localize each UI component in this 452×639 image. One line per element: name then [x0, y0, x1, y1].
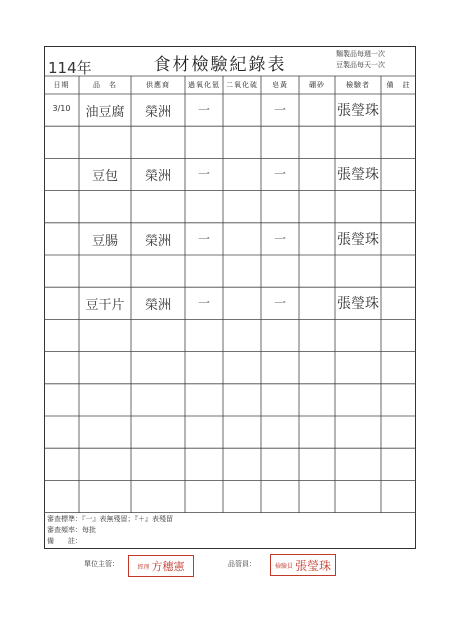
column-header: 日期 — [53, 81, 70, 89]
form-year: 114年 — [48, 59, 92, 77]
footer-frequency: 審查頻率：每批 — [47, 526, 96, 534]
form-title: 食材檢驗紀錄表 — [153, 55, 287, 75]
entry-food-name: 豆包 — [91, 169, 118, 185]
entry-inspector: 張瑩珠 — [337, 103, 379, 119]
stamp-name: 方穗憲 — [151, 560, 185, 573]
entry-inspector: 張瑩珠 — [337, 231, 379, 248]
entry-soap-yellow-result: 一 — [273, 296, 286, 311]
column-header: 檢驗者 — [346, 81, 370, 89]
column-header: 皂黃 — [272, 81, 288, 89]
entry-supplier: 榮洲 — [144, 169, 171, 185]
manager-signature-stamp — [128, 555, 194, 577]
entry-food-name: 豆腸 — [91, 233, 118, 249]
entry-food-name: 豆干片 — [85, 298, 125, 314]
entry-soap-yellow-result: 一 — [273, 231, 286, 246]
frequency-note-tofu: 豆製品每天一次 — [336, 61, 385, 69]
footer-standard: 審查標準：『一』表無殘留；『＋』表殘留 — [47, 515, 173, 523]
stamp-name: 張瑩珠 — [295, 558, 332, 573]
column-header: 二氧化硫 — [226, 81, 258, 89]
column-header: 供應商 — [146, 81, 170, 89]
column-header: 硼砂 — [309, 81, 325, 89]
entry-soap-yellow-result: 一 — [273, 103, 286, 117]
entry-hydrogen-peroxide-result: 一 — [197, 231, 210, 246]
footer-remark-label: 備 註： — [47, 537, 82, 545]
entry-supplier: 榮洲 — [144, 298, 171, 314]
column-header: 備 註 — [386, 81, 411, 89]
entry-hydrogen-peroxide-result: 一 — [197, 103, 210, 117]
frequency-note-noodle: 麵製品每週一次 — [336, 50, 385, 58]
entry-supplier: 榮洲 — [144, 233, 171, 249]
inspector-signature-stamp — [270, 554, 336, 576]
qc-label: 品管員： — [228, 560, 256, 568]
entry-hydrogen-peroxide-result: 一 — [197, 167, 210, 182]
entry-supplier: 榮洲 — [144, 105, 171, 120]
unit-head-label: 單位主管： — [84, 560, 119, 568]
column-header: 過氧化氫 — [188, 81, 220, 89]
column-header: 品 名 — [93, 81, 117, 89]
entry-food-name: 油豆腐 — [85, 105, 125, 120]
entry-soap-yellow-result: 一 — [273, 167, 286, 182]
entry-inspector: 張瑩珠 — [337, 167, 379, 184]
entry-date: 3/10 — [52, 104, 71, 113]
entry-inspector: 張瑩珠 — [337, 296, 379, 313]
stamp-role: 經理 — [137, 563, 150, 571]
entry-hydrogen-peroxide-result: 一 — [197, 296, 210, 311]
stamp-role: 檢驗員 — [274, 562, 293, 570]
